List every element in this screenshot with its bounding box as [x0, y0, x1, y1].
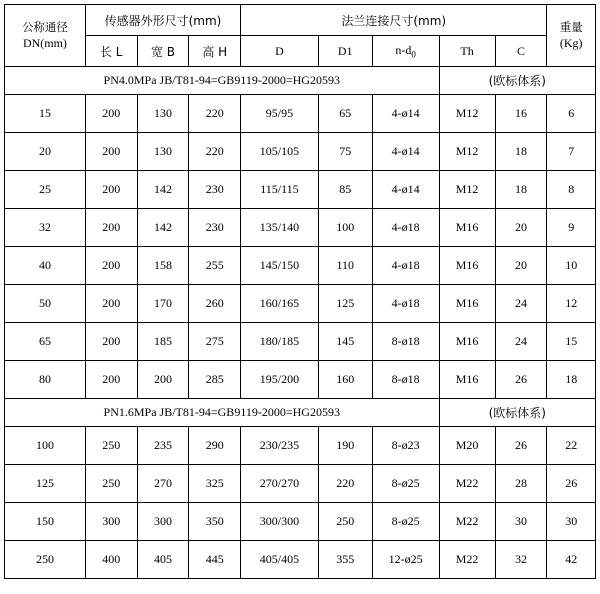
cell-d1: 160	[318, 361, 372, 399]
cell-c: 20	[495, 247, 547, 285]
table-header-row-sub	[5, 36, 596, 67]
cell-width: 170	[137, 285, 189, 323]
cell-ndo: 8-ø25	[372, 465, 439, 503]
cell-dn: 20	[5, 133, 86, 171]
cell-weight: 7	[547, 133, 596, 171]
cell-th: M12	[439, 133, 495, 171]
cell-height: 260	[189, 285, 241, 323]
cell-length: 200	[85, 323, 137, 361]
table-row	[5, 541, 596, 579]
cell-th: M16	[439, 209, 495, 247]
cell-width: 130	[137, 133, 189, 171]
header-sub-1: 宽 B	[137, 36, 189, 67]
cell-ndo: 4-ø18	[372, 247, 439, 285]
cell-d1: 75	[318, 133, 372, 171]
cell-height: 285	[189, 361, 241, 399]
header-sub-2: 高 H	[189, 36, 241, 67]
cell-dn: 250	[5, 541, 86, 579]
cell-th: M16	[439, 323, 495, 361]
header-sub-7: C	[495, 36, 547, 67]
cell-length: 200	[85, 361, 137, 399]
cell-height: 350	[189, 503, 241, 541]
cell-height: 325	[189, 465, 241, 503]
cell-d1: 250	[318, 503, 372, 541]
header-sub-6: Th	[439, 36, 495, 67]
table-row	[5, 209, 596, 247]
cell-d: 230/235	[241, 427, 319, 465]
header-flange-dimensions: 法兰连接尺寸(mm)	[241, 5, 547, 36]
cell-d: 105/105	[241, 133, 319, 171]
cell-d1: 145	[318, 323, 372, 361]
group-standard-label: PN1.6MPa JB/T81-94=GB9119-2000=HG20593	[5, 399, 440, 427]
cell-d: 95/95	[241, 95, 319, 133]
cell-weight: 12	[547, 285, 596, 323]
cell-height: 230	[189, 209, 241, 247]
cell-length: 200	[85, 95, 137, 133]
cell-length: 400	[85, 541, 137, 579]
cell-length: 200	[85, 171, 137, 209]
cell-d1: 110	[318, 247, 372, 285]
table-row	[5, 465, 596, 503]
cell-dn: 40	[5, 247, 86, 285]
cell-th: M22	[439, 503, 495, 541]
cell-c: 32	[495, 541, 547, 579]
cell-weight: 30	[547, 503, 596, 541]
table-row	[5, 427, 596, 465]
cell-d1: 65	[318, 95, 372, 133]
table-row	[5, 133, 596, 171]
cell-th: M12	[439, 95, 495, 133]
cell-ndo: 4-ø14	[372, 133, 439, 171]
cell-c: 30	[495, 503, 547, 541]
cell-weight: 10	[547, 247, 596, 285]
group-header-row	[5, 67, 596, 95]
cell-ndo: 8-ø23	[372, 427, 439, 465]
cell-height: 255	[189, 247, 241, 285]
table-row	[5, 361, 596, 399]
cell-c: 18	[495, 133, 547, 171]
table-row	[5, 95, 596, 133]
cell-c: 28	[495, 465, 547, 503]
cell-th: M20	[439, 427, 495, 465]
cell-length: 200	[85, 285, 137, 323]
cell-c: 26	[495, 427, 547, 465]
specification-table	[4, 4, 596, 579]
cell-weight: 15	[547, 323, 596, 361]
cell-c: 18	[495, 171, 547, 209]
cell-width: 142	[137, 209, 189, 247]
header-sub-4: D1	[318, 36, 372, 67]
header-weight	[547, 5, 596, 67]
cell-weight: 6	[547, 95, 596, 133]
cell-d1: 85	[318, 171, 372, 209]
cell-width: 300	[137, 503, 189, 541]
cell-d: 180/185	[241, 323, 319, 361]
cell-ndo: 4-ø14	[372, 95, 439, 133]
cell-c: 26	[495, 361, 547, 399]
cell-ndo: 4-ø18	[372, 209, 439, 247]
cell-width: 130	[137, 95, 189, 133]
header-dn-line2: DN(mm)	[22, 36, 67, 51]
table-row	[5, 285, 596, 323]
cell-th: M12	[439, 171, 495, 209]
cell-th: M16	[439, 361, 495, 399]
group-header-row	[5, 399, 596, 427]
cell-ndo: 8-ø25	[372, 503, 439, 541]
cell-dn: 100	[5, 427, 86, 465]
cell-dn: 50	[5, 285, 86, 323]
cell-d: 195/200	[241, 361, 319, 399]
cell-th: M16	[439, 247, 495, 285]
group-standard-label: PN4.0MPa JB/T81-94=GB9119-2000=HG20593	[5, 67, 440, 95]
header-dn-line1: 公称通径	[21, 19, 68, 34]
cell-dn: 15	[5, 95, 86, 133]
cell-d: 145/150	[241, 247, 319, 285]
cell-d1: 100	[318, 209, 372, 247]
cell-d: 115/115	[241, 171, 319, 209]
cell-c: 24	[495, 285, 547, 323]
cell-ndo: 12-ø25	[372, 541, 439, 579]
cell-ndo: 8-ø18	[372, 361, 439, 399]
cell-length: 200	[85, 209, 137, 247]
cell-height: 275	[189, 323, 241, 361]
cell-weight: 22	[547, 427, 596, 465]
table-row	[5, 171, 596, 209]
cell-width: 235	[137, 427, 189, 465]
group-standard-note: (欧标体系)	[439, 67, 595, 95]
table-row	[5, 323, 596, 361]
table-row	[5, 247, 596, 285]
cell-dn: 80	[5, 361, 86, 399]
header-sub-3: D	[241, 36, 319, 67]
cell-width: 200	[137, 361, 189, 399]
cell-width: 185	[137, 323, 189, 361]
cell-height: 220	[189, 95, 241, 133]
cell-dn: 32	[5, 209, 86, 247]
cell-width: 405	[137, 541, 189, 579]
cell-height: 230	[189, 171, 241, 209]
cell-d: 300/300	[241, 503, 319, 541]
cell-weight: 18	[547, 361, 596, 399]
header-weight-line1: 重量	[559, 19, 583, 34]
cell-d: 270/270	[241, 465, 319, 503]
cell-weight: 8	[547, 171, 596, 209]
cell-ndo: 8-ø18	[372, 323, 439, 361]
cell-d: 405/405	[241, 541, 319, 579]
header-dn	[5, 5, 86, 67]
cell-height: 290	[189, 427, 241, 465]
cell-d1: 220	[318, 465, 372, 503]
group-standard-note: (欧标体系)	[439, 399, 595, 427]
cell-dn: 25	[5, 171, 86, 209]
cell-length: 300	[85, 503, 137, 541]
cell-weight: 26	[547, 465, 596, 503]
cell-th: M22	[439, 465, 495, 503]
header-sensor-dimensions: 传感器外形尺寸(mm)	[85, 5, 240, 36]
cell-length: 200	[85, 133, 137, 171]
cell-length: 250	[85, 465, 137, 503]
cell-length: 250	[85, 427, 137, 465]
cell-length: 200	[85, 247, 137, 285]
table-header-row-top	[5, 5, 596, 36]
cell-dn: 65	[5, 323, 86, 361]
cell-width: 158	[137, 247, 189, 285]
cell-c: 24	[495, 323, 547, 361]
cell-height: 220	[189, 133, 241, 171]
cell-width: 142	[137, 171, 189, 209]
cell-height: 445	[189, 541, 241, 579]
cell-ndo: 4-ø14	[372, 171, 439, 209]
cell-weight: 42	[547, 541, 596, 579]
header-weight-line2: (Kg)	[559, 36, 583, 51]
cell-c: 16	[495, 95, 547, 133]
header-sub-5: $n-d_0$	[372, 36, 439, 67]
cell-dn: 125	[5, 465, 86, 503]
cell-ndo: 4-ø18	[372, 285, 439, 323]
cell-d: 135/140	[241, 209, 319, 247]
cell-d1: 125	[318, 285, 372, 323]
cell-d: 160/165	[241, 285, 319, 323]
table-row	[5, 503, 596, 541]
cell-d1: 355	[318, 541, 372, 579]
cell-th: M16	[439, 285, 495, 323]
cell-dn: 150	[5, 503, 86, 541]
cell-c: 20	[495, 209, 547, 247]
cell-d1: 190	[318, 427, 372, 465]
header-sub-0: 长 L	[85, 36, 137, 67]
cell-width: 270	[137, 465, 189, 503]
cell-th: M22	[439, 541, 495, 579]
cell-weight: 9	[547, 209, 596, 247]
